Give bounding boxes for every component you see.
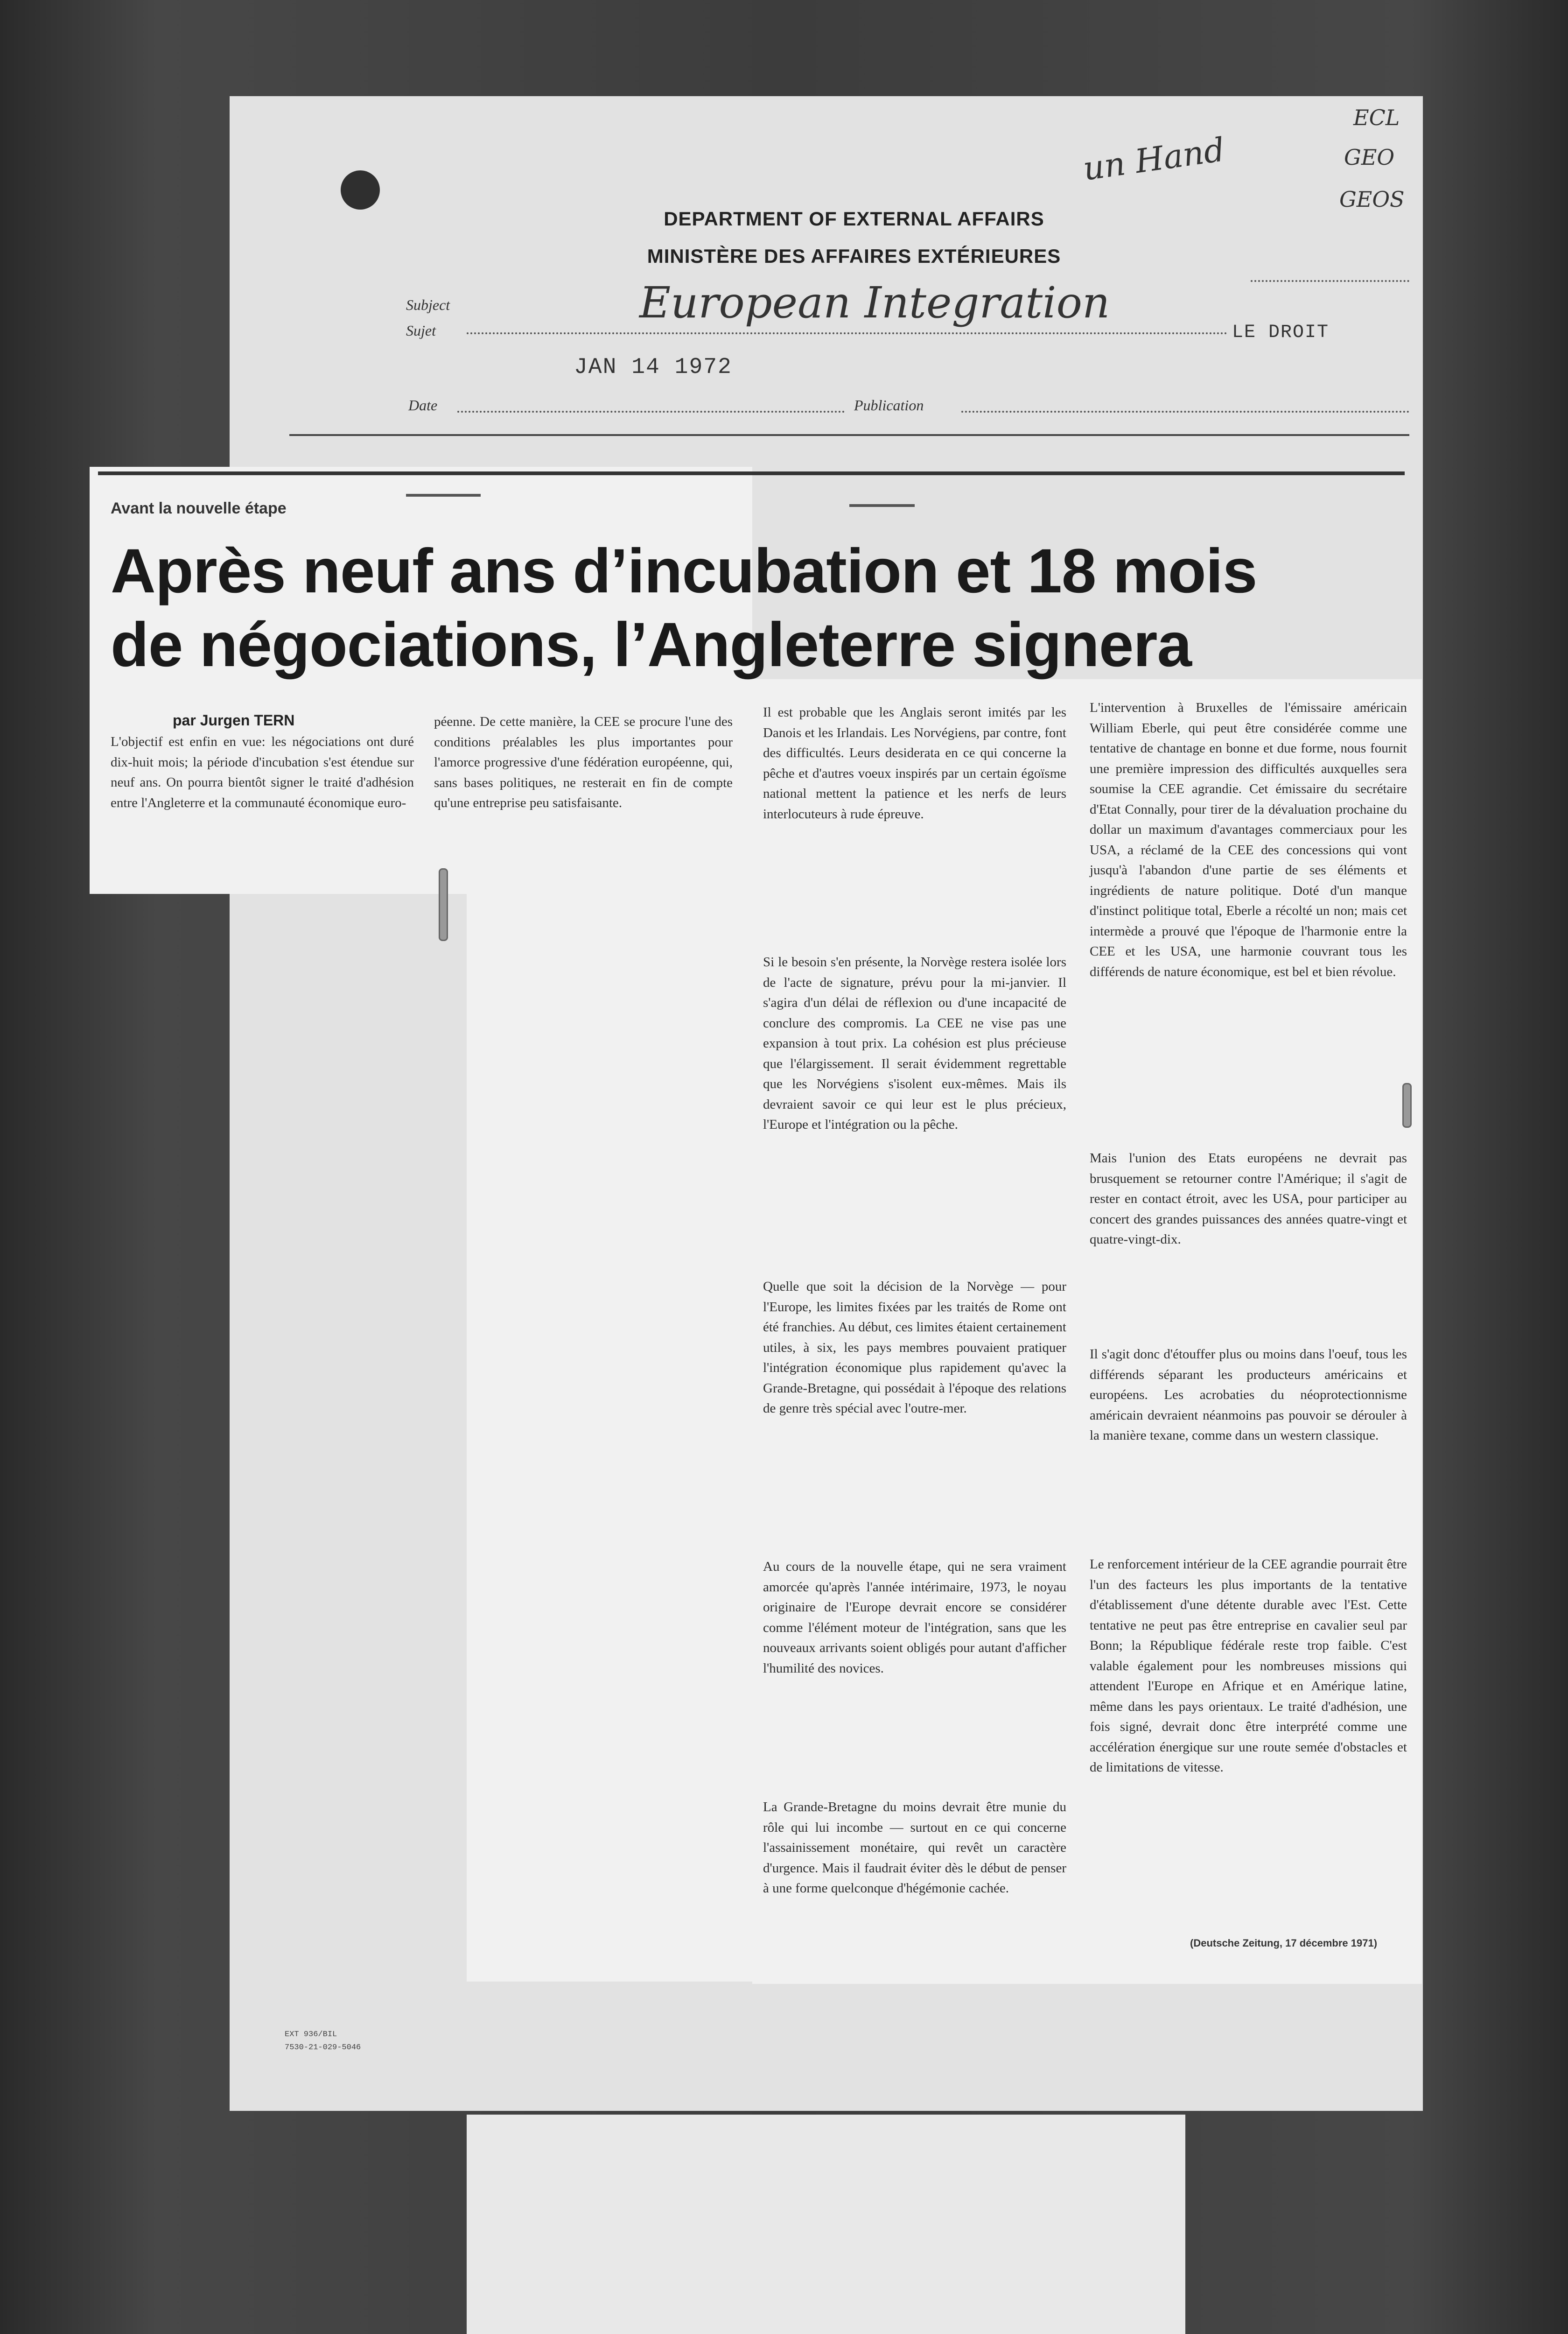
- clipping-column-3: [467, 658, 752, 1982]
- subject-label: Subject: [406, 296, 450, 313]
- column-4-paragraph-1: L'intervention à Bruxelles de l'émissaire américain William Eberle, qui peut être considérée comme une tentative de chantage en bonne et due forme, nous fournit une première impression des difficultés auxquelles sera soumise la CEE agrandie. Cet émissaire du secrétaire d'Etat Connally, pour tirer de la dévaluation prochaine du dollar un maximum d'avantages commerciaux pour les USA, a réclamé de la CEE des concessions qui vont jusqu'à l'abandon d'une partie de ses éléments et ingrédients de nature politique. Doté d'un manque d'instinct politique total, Eberle a récolté un non; mais cet intermède a prouvé que l'époque de l'harmonie entre la CEE et les USA, une harmonie couvrant tous les différends de nature économique, est bel et bien révolue.: [1090, 700, 1407, 979]
- column-3-paragraph-2: Si le besoin s'en présente, la Norvège restera isolée lors de l'acte de signature, prévu pour la mi-janvier. Il s'agira d'un délai de réflexion ou d'une incapacité de conclure des compromis. La CEE ne vise pas une expansion à tout prix. La cohésion est plus précieuse que l'élargissement. Il serait évidemment regrettable que les Norvégiens s'isolent eux-mêmes. Mais ils devraient savoir ce qui leur est le plus précieux, l'Europe et l'intégration ou la pêche.: [763, 955, 1066, 1132]
- column-3-paragraph-3: Quelle que soit la décision de la Norvège — pour l'Europe, les limites fixées par les traités de Rome ont été franchies. Au début, ces limites étaient certainement utiles, à six, les pays membres pouvaient pratiquer l'intégration économique plus rapidement qu'avec la Grande-Bretagne, qui possédait à l'époque des relations de genre très spécial avec l'outre-mer.: [763, 1279, 1066, 1416]
- department-name-en: DEPARTMENT OF EXTERNAL AFFAIRS: [664, 208, 1044, 230]
- column-3-paragraph-1: Il est probable que les Anglais seront imités par les Danois et les Irlandais. Les Norvégiens, par contre, font des difficultés. Leurs desiderata en ce qui concerne la pêche et d'autres voeux inspirés par un certain égoïsme national mettent la patience et les nerfs de leurs interlocuteurs à rude épreuve.: [763, 705, 1066, 822]
- column-3-paragraph-4: Au cours de la nouvelle étape, qui ne sera vraiment amorcée qu'après l'année intérimaire, 1973, le noyau originaire de l'Europe devrait encore se considérer comme l'élément moteur de l'intégration, sans que les nouveaux arrivants soient obligés pour autant d'afficher l'humilité des novices.: [763, 1559, 1066, 1676]
- article-top-rule: [98, 471, 1405, 475]
- article-source: (Deutsche Zeitung, 17 décembre 1971): [1190, 1937, 1378, 1949]
- headline-line-1: Après neuf ans d’incubation et 18 mois: [111, 536, 1257, 606]
- column-2-paragraph: péenne. De cette manière, la CEE se procure l'une des conditions préalables les plus importantes pour l'amorce progressive d'une fédération européenne, qui, sans bases politiques, ne resterait en fin de compte qu'une entreprise peu satisfaisante.: [434, 714, 733, 810]
- punch-hole: [341, 170, 380, 210]
- date-label: Date: [408, 397, 438, 414]
- headline-line-2: de négociations, l’Angleterre signera: [111, 610, 1192, 680]
- routing-handwriting: un Hand: [1080, 130, 1227, 188]
- date-stamp: JAN 14 1972: [574, 355, 732, 380]
- sujet-label: Sujet: [406, 322, 436, 339]
- article-kicker: Avant la nouvelle étape: [111, 499, 287, 517]
- column-4-paragraph-4: Le renforcement intérieur de la CEE agrandie pourrait être l'un des facteurs les plus importants de la tentative d'établissement d'une détente durable avec l'Est. Cette tentative ne peut pas être entreprise en cavalier seul par Bonn; la République fédérale reste trop faible. C'est valable également pour les nombreuses missions qui attendent l'Europe en Afrique et en Amérique latine, même dans les pays orientaux. Le traité d'adhésion, une fois signé, devrait donc être interprété comme une accélération énergique sur une route semée d'obstacles et de limitations de vitesse.: [1090, 1557, 1407, 1775]
- paper-clip: [1402, 1083, 1412, 1128]
- publication-stamp: LE DROIT: [1232, 322, 1330, 343]
- column-4-paragraph-3: Il s'agit donc d'étouffer plus ou moins dans l'oeuf, tous les différends séparant les producteurs américains et européens. Les acrobaties du néoprotectionnisme américain devraient néanmoins pas pouvoir se dérouler à la manière texane, comme dans un western classique.: [1090, 1347, 1407, 1443]
- article-byline: par Jurgen TERN: [173, 712, 295, 729]
- column-4-paragraph-2: Mais l'union des Etats européens ne devrait pas brusquement se retourner contre l'Amérique; il s'agit de rester en contact étroit, avec les USA, pour participer au concert des grandes puissances des années quatre-vingt et quatre-vingt-dix.: [1090, 1151, 1407, 1247]
- routing-code-1: ECL: [1353, 105, 1400, 130]
- header-rule: [289, 434, 1409, 436]
- routing-line: [1251, 280, 1409, 282]
- form-bottom-tab: [467, 2115, 1185, 2334]
- ornament-dash: [406, 494, 481, 497]
- publication-line: [961, 411, 1409, 413]
- publication-label: Publication: [854, 397, 924, 414]
- paper-clip: [439, 868, 448, 941]
- column-1-paragraph: L'objectif est enfin en vue: les négociations ont duré dix-huit mois; la période d'incubation s'est étendue sur neuf ans. On pourra bientôt signer le traité d'adhésion entre l'Angleterre et la communauté économique euro-: [111, 734, 414, 810]
- form-number-line-2: 7530-21-029-5046: [285, 2043, 361, 2052]
- routing-code-2: GEO: [1344, 145, 1395, 170]
- date-line: [457, 411, 845, 413]
- subject-value: European Integration: [639, 278, 1110, 328]
- form-number: [285, 2028, 361, 2054]
- article-headline: [111, 534, 1417, 682]
- routing-code-3: GEOS: [1339, 187, 1405, 212]
- ornament-dash: [849, 504, 915, 507]
- form-number-line-1: EXT 936/BIL: [285, 2030, 337, 2039]
- department-name-fr: MINISTÈRE DES AFFAIRES EXTÉRIEURES: [647, 245, 1061, 267]
- subject-line: [467, 332, 1227, 334]
- column-3-paragraph-5: La Grande-Bretagne du moins devrait être munie du rôle qui lui incombe — surtout en ce qui concerne l'assainissement monétaire, qui revêt un caractère d'urgence. Mais il faudrait éviter dès le début de penser à une forme quelconque d'hégémonie cachée.: [763, 1800, 1066, 1896]
